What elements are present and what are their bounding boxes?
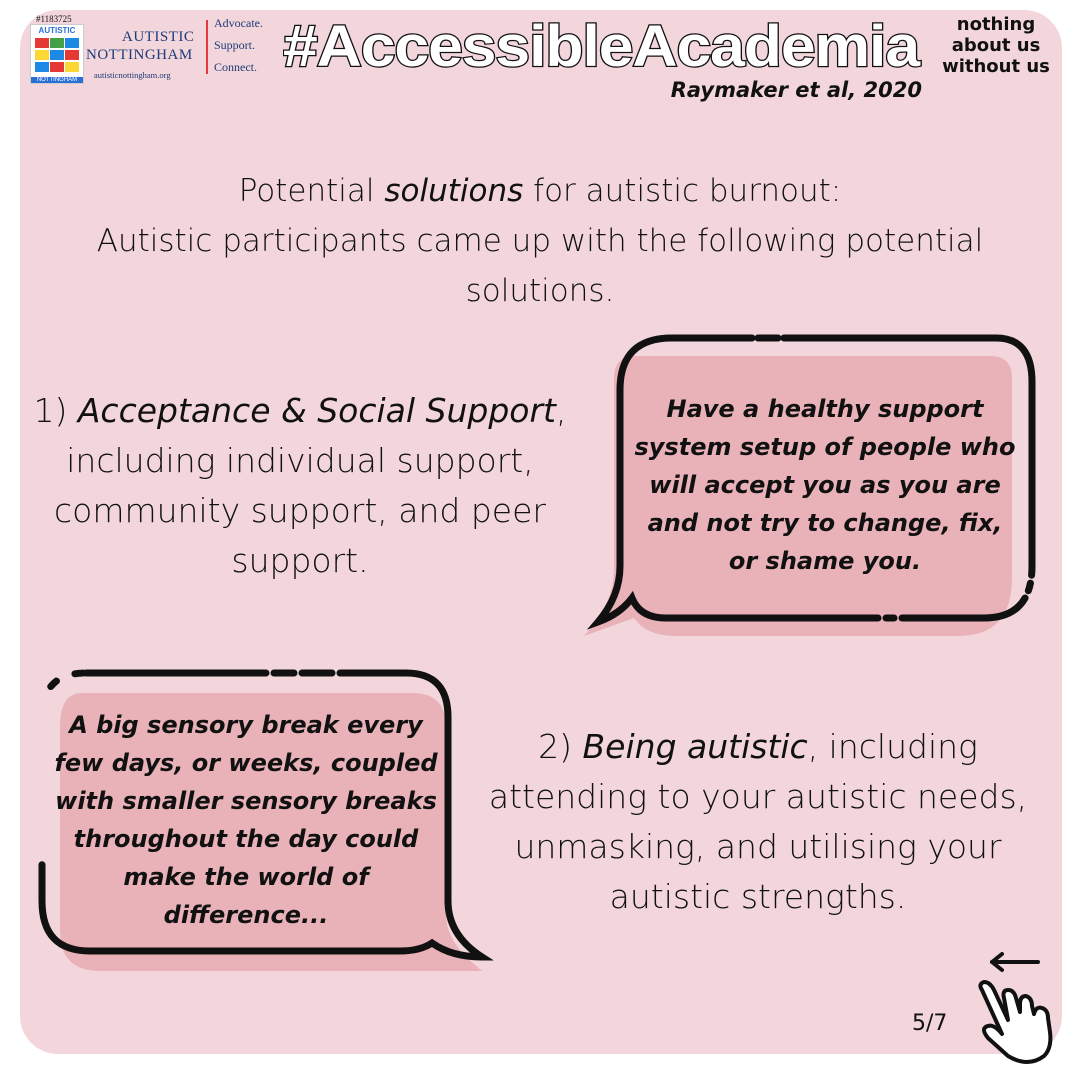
charity-number: #1183725 [36,14,72,24]
quote-1: Have a healthy support system setup of people who will accept you as you are and not try to change, fix, or shame you. [634,395,1016,575]
org-name-line1: AUTISTIC [122,29,195,45]
logo-grid-icon [30,24,84,84]
intro-line1 [60,166,1020,216]
intro-suffix: for autistic burnout: [523,173,842,209]
intro-emphasis: solutions [384,173,524,209]
tagline-advocate: Advocate. [214,16,263,30]
intro-prefix: Potential [238,173,385,209]
tagline-support: Support. [214,38,256,52]
org-url: autisticnottingham.org [94,70,171,80]
logo-grid-title: AUTISTIC [38,26,76,35]
hashtag-text: #AccessibleAcademia [283,14,921,79]
logo-grid-footer: NOTTINGHAM [31,77,83,83]
point-title: Acceptance & Social Support [77,391,556,430]
swipe-hand-icon[interactable] [968,948,1068,1068]
point-number: 1) [33,391,78,430]
point-title: Being autistic [582,727,808,766]
autistic-nottingham-logo [28,14,273,86]
point-text: , including attending to your autistic needs, unmasking, and utilising your autistic strengths. [488,727,1028,916]
solution-point-1 [30,386,570,586]
slogan-line: about us [951,35,1041,56]
org-name-line2: NOTTINGHAM [86,47,193,63]
point-text: , including individual support, community support, and peer support. [54,391,567,580]
slogan [936,14,1056,77]
quote-2: A big sensory break every few days, or weeks, coupled with smaller sensory breaks throughout the day could make the world of difference... [54,711,438,929]
citation: Raymaker et al, 2020 [670,78,922,102]
solution-point-2 [488,722,1028,922]
slogan-line: nothing [956,14,1036,35]
logo-divider [206,20,208,74]
intro-line2: Autistic participants came up with the following potential solutions. [96,223,984,309]
page-indicator: 5/7 [912,1011,948,1036]
point-number: 2) [538,727,583,766]
intro-text [60,166,1020,316]
hashtag-title [283,8,923,80]
tagline-connect: Connect. [214,60,257,74]
slogan-line: without us [942,56,1050,77]
